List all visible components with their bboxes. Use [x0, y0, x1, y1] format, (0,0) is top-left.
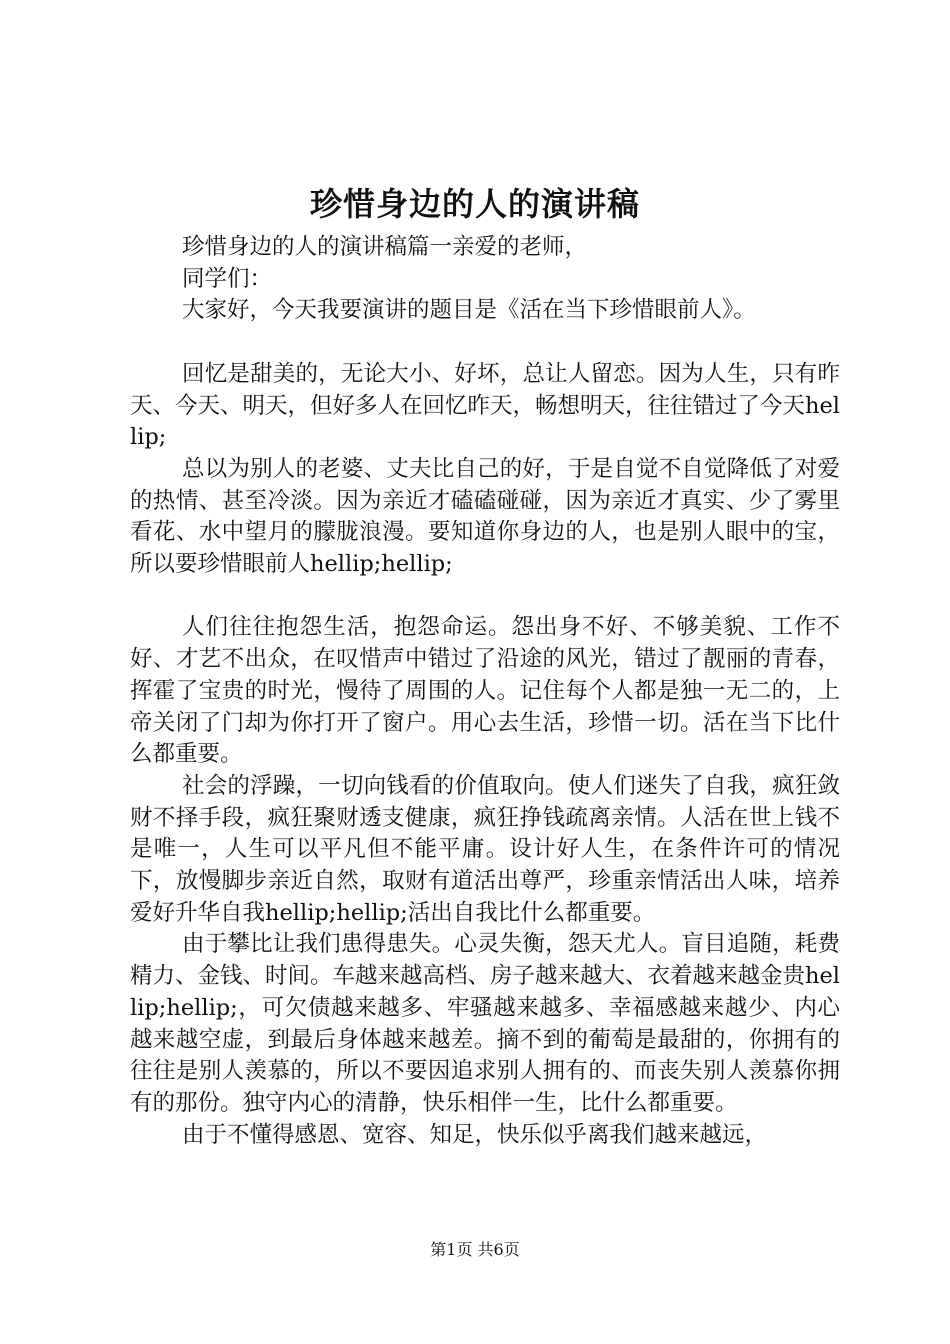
- paragraph-society: 社会的浮躁，一切向钱看的价值取向。使人们迷失了自我，疯狂敛财不择手段，疯狂聚财透支健康，疯狂挣钱疏离亲情。人活在世上钱不是唯一，人生可以平凡但不能平庸。设计好人生，在条件许可的情况下，放慢脚步亲近自然，取财有道活出尊严，珍重亲情活出人味，培养爱好升华自我hellip;hellip;活出自我比什么都重要。: [130, 772, 840, 926]
- document-body: [130, 232, 840, 1151]
- paragraph-gratitude: 由于不懂得感恩、宽容、知足，快乐似乎离我们越来越远，: [182, 1121, 768, 1148]
- page-number-footer: 第1页 共6页: [430, 1240, 520, 1259]
- paragraph-memories: 回忆是甜美的，无论大小、好坏，总让人留恋。因为人生，只有昨天、今天、明天，但好多人在回忆昨天，畅想明天，往往错过了今天hellip;: [130, 360, 841, 451]
- paragraph-salutation: 同学们：: [182, 265, 273, 292]
- paragraph-greeting: 珍惜身边的人的演讲稿篇一亲爱的老师，: [182, 234, 588, 260]
- paragraph-intro: 大家好，今天我要演讲的题目是《活在当下珍惜眼前人》。: [182, 297, 756, 324]
- document-title: 珍惜身边的人的演讲稿: [309, 185, 640, 223]
- paragraph-comparison: 由于攀比让我们患得患失。心灵失衡，怨天尤人。盲目追随，耗费精力、金钱、时间。车越来越高档、房子越来越大、衣着越来越金贵hellip;hellip;，可欠债越来越多、牢骚越来越多、幸福感越来越少、内心越来越空虚，到最后身体越来越差。摘不到的葡萄是最甜的，你拥有的往往是别人羡慕的，所以不要因追求别人拥有的、而丧失别人羡慕你拥有的那份。独守内心的清静，快乐相伴一生，比什么都重要。: [130, 931, 841, 1116]
- paragraph-cherish-partner: 总以为别人的老婆、丈夫比自己的好，于是自觉不自觉降低了对爱的热情、甚至冷淡。因为亲近才磕磕碰碰，因为亲近才真实、少了雾里看花、水中望月的朦胧浪漫。要知道你身边的人，也是别人眼中的宝，所以要珍惜眼前人hellip;hellip;: [130, 455, 840, 578]
- paragraph-complaints: 人们往往抱怨生活，抱怨命运。怨出身不好、不够美貌、工作不好、才艺不出众，在叹惜声中错过了沿途的风光，错过了靓丽的青春，挥霍了宝贵的时光，慢待了周围的人。记住每个人都是独一无二的，上帝关闭了门却为你打开了窗户。用心去生活，珍惜一切。活在当下比什么都重要。: [130, 614, 840, 768]
